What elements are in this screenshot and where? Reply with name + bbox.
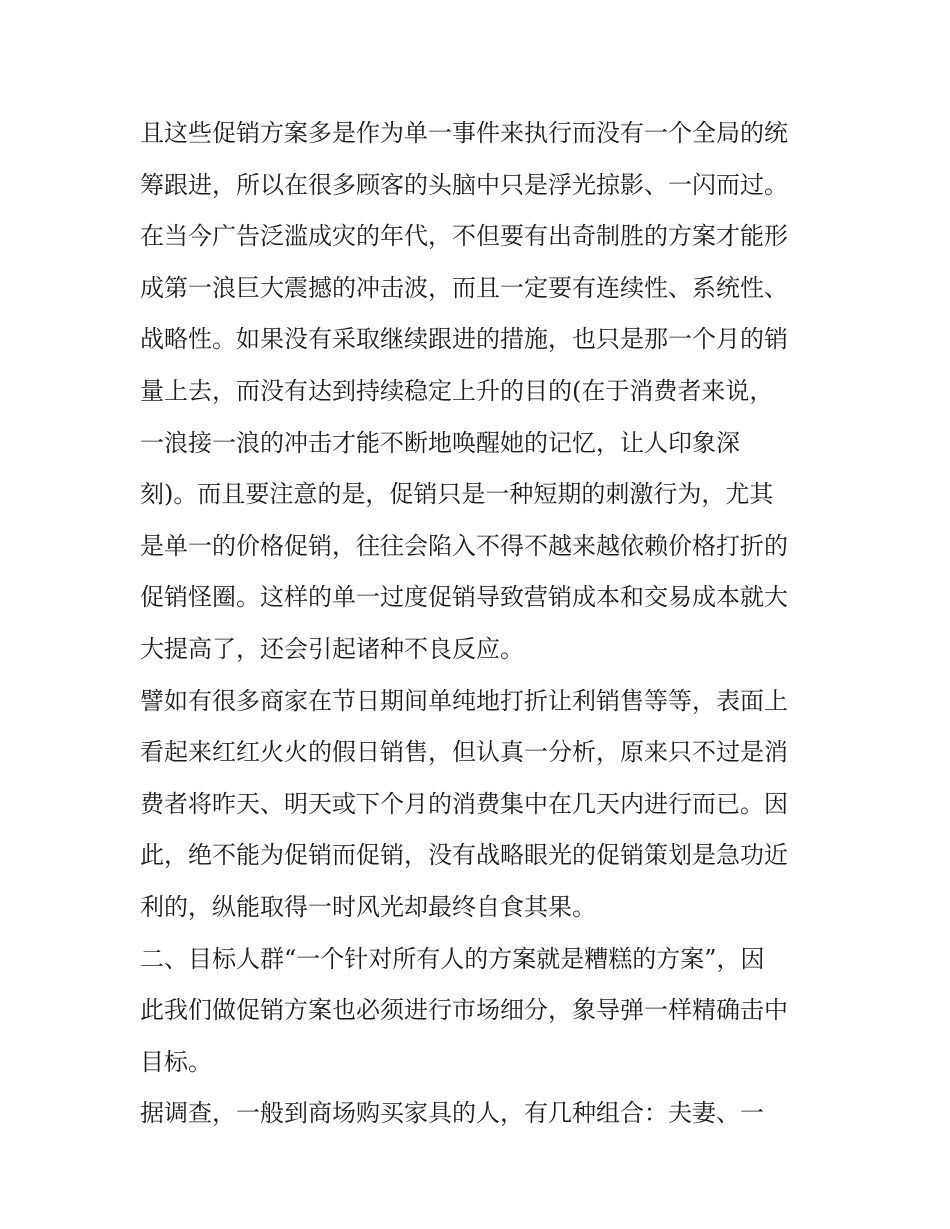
text-line: 此，绝不能为促销而促销，没有战略眼光的促销策划是急功近 (140, 841, 788, 870)
text-line: 看起来红红火火的假日销售，但认真一分析，原来只不过是消 (140, 738, 788, 767)
text-line: 战略性。如果没有采取继续跟进的措施，也只是那一个月的销 (140, 325, 788, 354)
text-line: 量上去，而没有达到持续稳定上升的目的(在于消费者来说， (140, 376, 774, 405)
text-line: 一浪接一浪的冲击才能不断地唤醒她的记忆，让人印象深 (140, 428, 740, 457)
text-line: 在当今广告泛滥成灾的年代，不但要有出奇制胜的方案才能形 (140, 222, 788, 251)
text-line: 且这些促销方案多是作为单一事件来执行而没有一个全局的统 (140, 119, 788, 147)
text-line: 二、目标人群“一个针对所有人的方案就是糟糕的方案”，因 (140, 944, 765, 973)
text-line: 费者将昨天、明天或下个月的消费集中在几天内进行而已。因 (140, 789, 788, 818)
text-line: 目标。 (140, 1047, 212, 1076)
text-line: 大提高了，还会引起诸种不良反应。 (140, 634, 524, 663)
text-line: 利的，纵能取得一时风光却最终自食其果。 (140, 892, 596, 921)
text-line: 成第一浪巨大震撼的冲击波，而且一定要有连续性、系统性、 (140, 273, 788, 302)
body-text (140, 108, 820, 1140)
text-line: 刻)。而且要注意的是，促销只是一种短期的刺激行为，尤其 (140, 480, 774, 509)
text-line: 此我们做促销方案也必须进行市场细分，象导弹一样精确击中 (140, 996, 788, 1025)
text-line: 譬如有很多商家在节日期间单纯地打折让利销售等等，表面上 (140, 686, 788, 715)
text-line: 是单一的价格促销，往往会陷入不得不越来越依赖价格打折的 (140, 531, 788, 560)
text-line: 筹跟进，所以在很多顾客的头脑中只是浮光掠影、一闪而过。 (140, 170, 788, 199)
text-line: 促销怪圈。这样的单一过度促销导致营销成本和交易成本就大 (140, 583, 788, 612)
text-line: 据调查，一般到商场购买家具的人，有几种组合：夫妻、一 (140, 1099, 764, 1128)
